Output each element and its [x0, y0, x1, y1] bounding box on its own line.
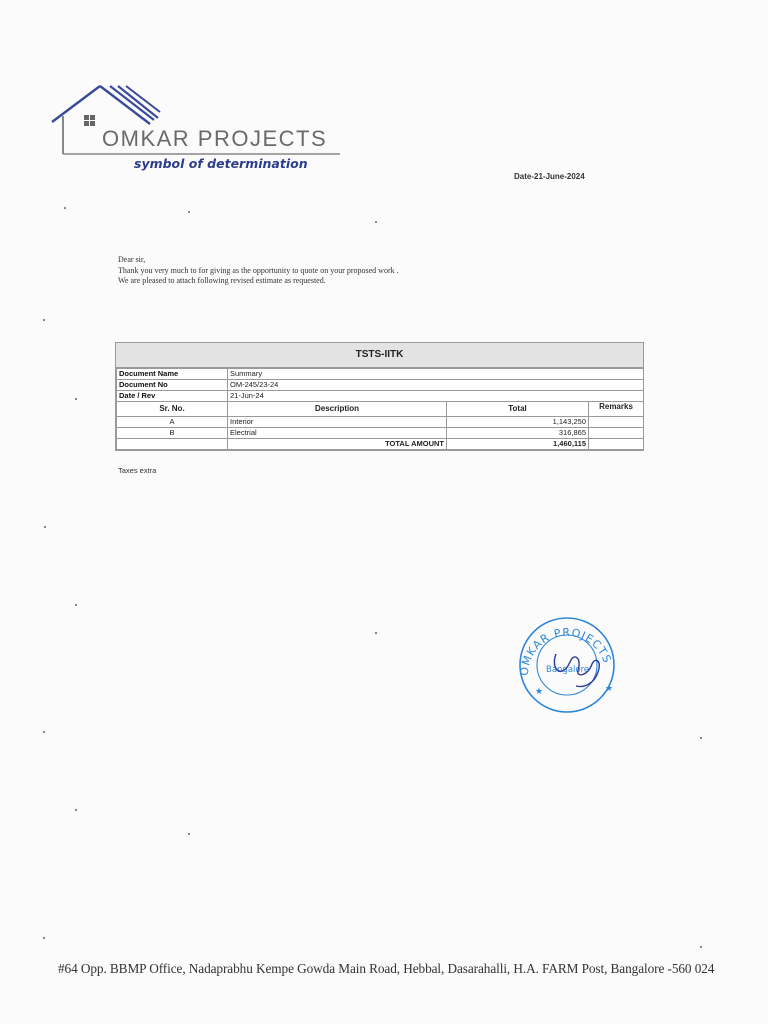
total-cell: 316,865 [447, 428, 589, 439]
letter-line: We are pleased to attach following revised estimate as requested. [118, 276, 326, 285]
remarks-cell [589, 428, 644, 439]
letter-line: Thank you very much to for giving as the opportunity to quote on your proposed work . [118, 265, 399, 275]
meta-label: Document No [117, 380, 228, 391]
letter-body [118, 255, 399, 287]
table-row [117, 428, 644, 439]
meta-label: Document Name [117, 369, 228, 380]
column-header: Remarks [589, 402, 644, 417]
column-header: Description [228, 402, 447, 417]
column-header: Total [447, 402, 589, 417]
taxes-note: Taxes extra [118, 466, 157, 475]
meta-value: Summary [228, 369, 644, 380]
total-row-blank [117, 439, 228, 450]
company-stamp [510, 614, 622, 714]
estimate-table [116, 368, 644, 450]
table-row [117, 417, 644, 428]
description-cell: Interior [228, 417, 447, 428]
total-row-remarks [589, 439, 644, 450]
company-logo [48, 82, 348, 177]
meta-row [117, 380, 644, 391]
company-name: OMKAR PROJECTS [102, 126, 328, 151]
meta-label: Date / Rev [117, 391, 228, 402]
stamp-center-text: Bangalore [546, 665, 590, 675]
total-value: 1,460,115 [447, 439, 589, 450]
svg-text:★: ★ [605, 684, 614, 694]
total-cell: 1,143,250 [447, 417, 589, 428]
column-header: Sr. No. [117, 402, 228, 417]
column-header-row [117, 402, 644, 417]
sheet-title: TSTS-IITK [116, 343, 643, 368]
company-tagline: symbol of determination [134, 156, 308, 171]
total-row [117, 439, 644, 450]
meta-value: 21-Jun-24 [228, 391, 644, 402]
footer-address: #64 Opp. BBMP Office, Nadaprabhu Kempe Gowda Main Road, Hebbal, Dasarahalli, H.A. FARM Post, Bangalore -560 024 [58, 961, 715, 976]
remarks-cell [589, 417, 644, 428]
meta-value: OM-245/23-24 [228, 380, 644, 391]
total-label: TOTAL AMOUNT [228, 439, 447, 450]
svg-text:★: ★ [535, 687, 544, 697]
estimate-sheet [115, 342, 644, 451]
sr-no-cell: B [117, 428, 228, 439]
meta-row [117, 391, 644, 402]
salutation: Dear sir, [118, 255, 146, 264]
sr-no-cell: A [117, 417, 228, 428]
meta-row [117, 369, 644, 380]
description-cell: Electrial [228, 428, 447, 439]
letter-date: Date-21-June-2024 [514, 172, 585, 181]
stamp-ring-text: OMKAR PROJECTS [517, 625, 614, 677]
